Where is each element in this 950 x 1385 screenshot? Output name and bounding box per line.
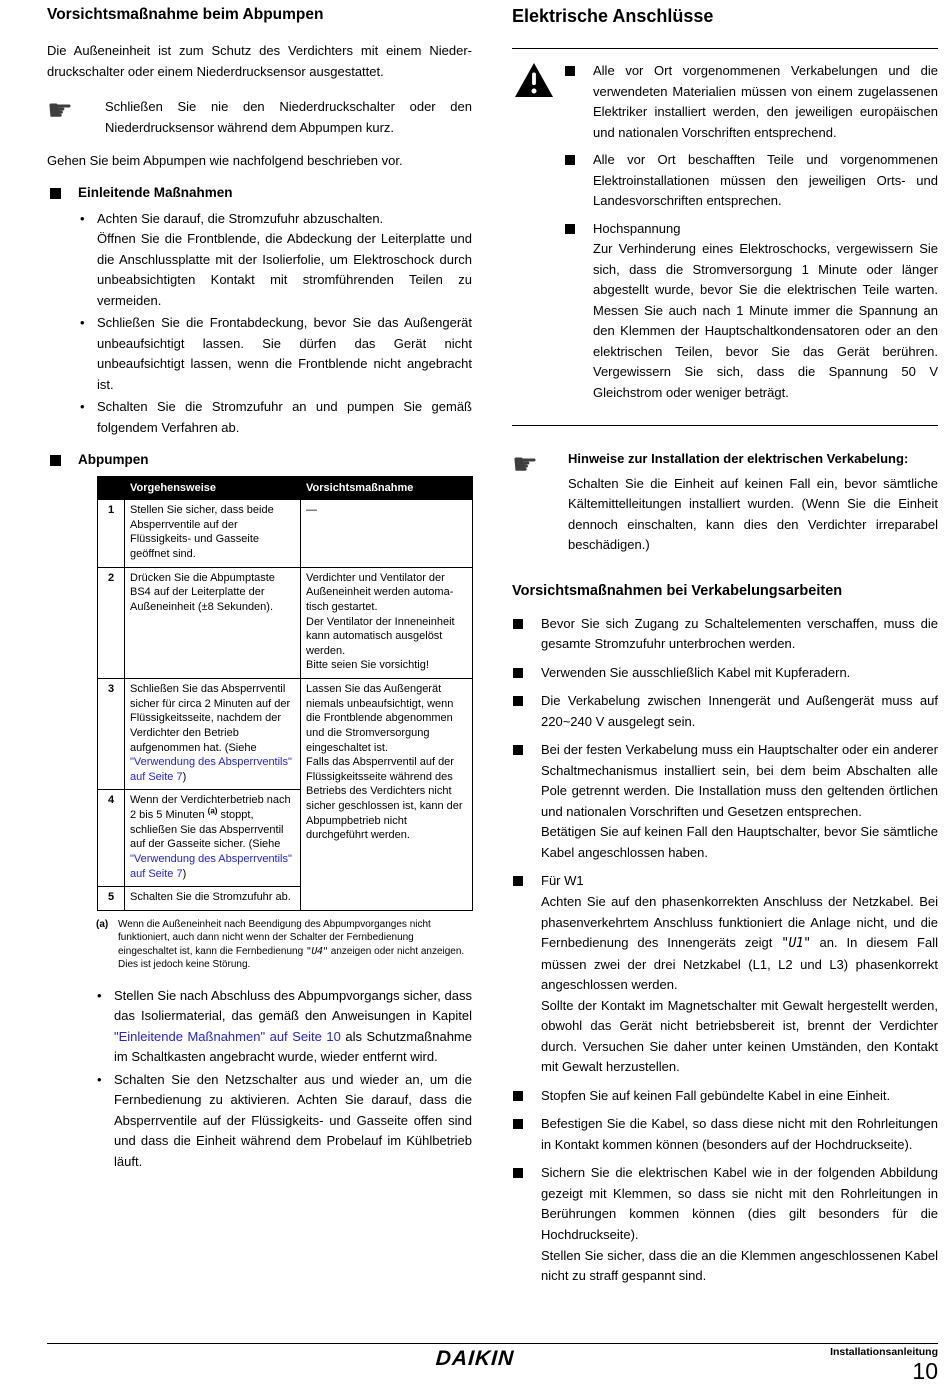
pumpdown-procedure-table	[97, 476, 473, 911]
bullet-text: Öffnen Sie die Frontblende, die Abdeckung der Leiterplatte und die Anschlussplatte mit der Isolierfolie, um Elektroschock durch unbeabsichtigten Kontakt mit stromführenden Teilen zu vermeiden.	[97, 231, 472, 308]
link-verwendung-des-absperrventils[interactable]: "Verwendung des Absperrventils" auf Seite 7	[130, 852, 292, 880]
step-number: 2	[98, 567, 125, 678]
wiring-text: Stopfen Sie auf keinen Fall gebündelte Kabel in eine Einheit.	[541, 1087, 891, 1103]
square-bullet-icon	[513, 1119, 523, 1129]
bullet-text: Schalten Sie den Netzschalter aus und wieder an, um die Fernbedienung zu aktivieren. Achten Sie darauf, dass die Absperrventile auf der Flüssigkeits- und Gasseite offen sind und dass die Einheit während dem Probelauf im Kühlbetrieb läuft.	[114, 1071, 472, 1169]
square-bullet-icon	[513, 745, 523, 755]
heading-abpumpen: Vorsichtsmaßnahme beim Abpumpen	[47, 6, 324, 23]
wiring-item	[512, 614, 938, 655]
remote-display-code: "U1"	[781, 936, 811, 952]
footnote-text: Wenn die Außeneinheit nach Beendigung des Abpumpvorganges nicht funktioniert, auch dann nicht wenn der Schalter der Fernbedienung eingeschaltet ist, kann die Fernbedienung "U4" anzeigen oder nicht anzeigen. Dies ist jedoch keine Störung.	[118, 918, 465, 971]
precaution-cell-merged: Lassen Sie das Außengerät niemals unbeaufsichtigt, wenn die Frontblende abgenommen und die Stromversorgung eingeschaltet ist. Falls das Absperrventil auf der Flüssigkeitsseite während des Betriebs des Verdichters nicht sicher geschlossen ist, kann der Abpumpbetrieb nicht durchgeführt werden.	[301, 679, 473, 911]
header-cell-procedure: Vorgehensweise	[125, 476, 301, 500]
preliminary-bullet-list	[47, 209, 472, 439]
warning-text: Zur Verhinderung eines Elektroschocks, vergewissern Sie sich, dass die Stromversorgung 1 Minute oder länger abgestellt wurde, bevor Sie die elektrischen Teile warten. Messen Sie auch nach 1 Minute immer die Spannung an den Klemmen der Hauptschaltkondensatoren oder an den elektrischen Teilen, bevor Sie das Gerät berühren. Vergewissern Sie sich, dass die Spannung 50 V Gleichstrom oder weniger beträgt.	[593, 241, 938, 400]
warning-item-label: Hochspannung	[593, 220, 681, 236]
remote-display-code: "U4"	[305, 945, 328, 957]
subsection-einleitende-massnahmen	[47, 185, 472, 200]
note-text: Schalten Sie die Einheit auf keinen Fall ein, bevor sämtliche Kältemittelleitungen installiert wurden. (Wenn Sie die Einheit dennoch einschalten, kann dies den Verdichter irreparabel beschädigen.)	[568, 475, 938, 553]
square-bullet-icon	[565, 155, 575, 165]
header-cell-precaution: Vorsichtsmaßnahme	[301, 476, 473, 500]
footnote-ref: (a)	[207, 806, 218, 816]
bullet-text: Schalten Sie die Stromzufuhr an und pumpen Sie gemäß folgendem Verfahren ab.	[97, 399, 472, 435]
precaution-cell: —	[301, 500, 473, 568]
warning-item	[565, 219, 938, 404]
list-item	[47, 986, 472, 1068]
subsection-label: Abpumpen	[78, 451, 149, 467]
bullet-icon: •	[97, 1071, 102, 1087]
note-text: Schließen Sie nie den Niederdruckschalter oder den Niederdrucksensor während dem Abpumpen kurz.	[105, 99, 472, 135]
square-bullet-icon	[50, 455, 61, 466]
wiring-item	[512, 1114, 938, 1155]
square-bullet-icon	[513, 696, 523, 706]
right-column	[512, 6, 938, 1295]
procedure-cell: Stellen Sie sicher, dass beide Absperrventile auf der Flüssigkeits- und Gasseite geöffnet sind.	[125, 500, 301, 568]
step-number: 4	[98, 790, 125, 887]
bullet-text: Achten Sie darauf, die Stromzufuhr abzuschalten.	[97, 210, 384, 226]
footer-divider	[47, 1343, 938, 1344]
list-item	[47, 313, 472, 395]
procedure-cell: Schließen Sie das Absperrventil sicher für circa 2 Minuten auf der Flüssigkeitsseite, nachdem der Verdichter den Betrieb aufgenommen hat. (Siehe "Verwendung des Absperrventils" auf Seite 7)	[125, 679, 301, 790]
warning-triangle-icon	[514, 62, 554, 98]
wiring-item	[512, 1163, 938, 1286]
wiring-item	[512, 740, 938, 863]
wiring-text: Stellen Sie sicher, dass die an die Klemmen angeschlossenen Kabel nicht zu straff gespannt sind.	[541, 1247, 938, 1284]
warning-text: Alle vor Ort vorgenommenen Verkabelungen und die verwendeten Materialien müssen von einem zugelassenen Elektriker installiert werden, den jeweiligen europäischen und nationalen Vorschriften entsprechend.	[593, 63, 938, 140]
wiring-text: Betätigen Sie auf keinen Fall den Hauptschalter, bevor Sie sämtliche Kabel angeschlossen haben.	[541, 824, 938, 860]
square-bullet-icon	[565, 224, 575, 234]
wiring-text: Die Verkabelung zwischen Innengerät und Außengerät muss auf 220~240 V ausgelegt sein.	[541, 693, 938, 729]
wiring-item-list	[512, 614, 938, 1287]
bullet-icon: •	[80, 210, 85, 226]
wiring-item-label: Für W1	[541, 873, 584, 889]
footnote-a	[96, 918, 472, 972]
procedure-cell: Wenn der Verdichterbetrieb nach 2 bis 5 Minuten $^{(a)}$ stoppt, schließen Sie das Absperrventil auf der Gasseite sicher. (Siehe "Verwendung des Absperrventils" auf Seite 7)	[125, 790, 301, 887]
intro-paragraph: Die Außeneinheit ist zum Schutz des Verdichters mit einem Niederdruckschalter oder einem Niederdrucksensor ausgestattet.	[47, 43, 472, 79]
bullet-text: Stellen Sie nach Abschluss des Abpumpvorgangs sicher, dass das Isoliermaterial, das gemäß den Anweisungen in Kapitel "Einleitende Maßnahmen" auf Seite 10 als Schutzmaßnahme im Schaltkasten angebracht wurde, wieder entfernt wird.	[114, 987, 472, 1065]
step-number: 1	[98, 500, 125, 568]
square-bullet-icon	[513, 876, 523, 886]
daikin-logo: DAIKIN	[435, 1347, 516, 1370]
link-verwendung-des-absperrventils[interactable]: "Verwendung des Absperrventils" auf Seite 7	[130, 756, 292, 783]
bullet-icon: •	[80, 315, 85, 331]
wiring-item	[512, 871, 938, 1077]
wiring-item	[512, 1086, 938, 1107]
heading-verkabelungsarbeiten: Vorsichtsmaßnahmen bei Verkabelungsarbeiten	[512, 582, 843, 599]
wiring-text: Sollte der Kontakt im Magnetschalter mit Gewalt hergestellt werden, obwohl das Gerät nicht betriebsbereit ist, brennt der Verdichter durch. Versuchen Sie daher unter keinen Umständen, den Kontakt mit Gewalt herzustellen.	[541, 997, 938, 1075]
wiring-text: Befestigen Sie die Kabel, so dass diese nicht mit den Rohrleitungen in Kontakt kommen können (besonders auf der Hochdruckseite).	[541, 1116, 938, 1152]
post-table-bullet-list	[47, 986, 472, 1173]
wiring-item	[512, 691, 938, 732]
procedure-cell: Schalten Sie die Stromzufuhr ab.	[125, 887, 301, 911]
wiring-text: Achten Sie auf den phasenkorrekten Anschluss der Netzkabel. Bei phasenverkehrtem Anschluss funktioniert die Anlage nicht, und die Fernbedienung des Innengeräts zeigt "U1" an. In diesem Fall müssen zwei der drei Netzkabel (L1, L2 und L3) phasenkorrekt angeschlossen werden.	[541, 894, 938, 993]
wiring-text: Verwenden Sie ausschließlich Kabel mit Kupferadern.	[541, 664, 851, 680]
list-item	[47, 397, 472, 438]
square-bullet-icon	[565, 66, 575, 76]
step-number: 3	[98, 679, 125, 790]
square-bullet-icon	[50, 188, 61, 199]
wiring-text: Bei der festen Verkabelung muss ein Hauptschalter oder ein anderer Schaltmechanismus installiert sein, bei dem beim Abschalten alle Pole getrennt werden. Die Installation muss den geltenden örtlichen und nationalen Vorschriften und Gesetzen entsprechen.	[541, 742, 938, 819]
page-number: 10	[912, 1357, 938, 1384]
document-type-label: Installationsanleitung	[830, 1346, 938, 1358]
link-einleitende-massnahmen[interactable]: "Einleitende Maßnahmen" auf Seite 10	[114, 1028, 341, 1044]
table-header-row	[98, 476, 473, 500]
proceed-paragraph: Gehen Sie beim Abpumpen wie nachfolgend beschrieben vor.	[47, 153, 403, 169]
wiring-text: Bevor Sie sich Zugang zu Schaltelementen verschaffen, muss die gesamte Stromzufuhr unterbrochen werden.	[541, 615, 938, 652]
subsection-label: Einleitende Maßnahmen	[78, 184, 233, 200]
warning-item	[565, 61, 938, 143]
note-heading: Hinweise zur Installation der elektrischen Verkabelung:	[568, 450, 909, 466]
wiring-note-block	[512, 448, 938, 556]
table-row	[98, 500, 473, 568]
note-block	[47, 97, 472, 138]
header-cell-empty	[98, 476, 125, 500]
wiring-text: Sichern Sie die elektrischen Kabel wie in der folgenden Abbildung gezeigt mit Klemmen, so dass sie nicht mit den Rohrleitungen in Berührungen kommen können (dies gilt besonders für die Hochdruckseite).	[541, 1165, 938, 1242]
square-bullet-icon	[513, 668, 523, 678]
warning-item-list	[565, 61, 938, 404]
square-bullet-icon	[513, 1168, 523, 1178]
bullet-icon: •	[80, 399, 85, 415]
step-number: 5	[98, 887, 125, 911]
square-bullet-icon	[513, 619, 523, 629]
table-row	[98, 567, 473, 678]
footer-right-block	[830, 1346, 938, 1383]
warning-box	[512, 48, 938, 426]
list-item	[47, 1070, 472, 1173]
table-row	[98, 679, 473, 790]
precaution-cell: Verdichter und Ventilator der Außeneinheit werden automatisch gestartet. Der Ventilator der Inneneinheit kann automatisch ausgelöst werden. Bitte seien Sie vorsichtig!	[301, 567, 473, 678]
pointing-hand-icon: ☛	[47, 95, 73, 128]
list-item	[47, 209, 472, 312]
wiring-item	[512, 663, 938, 684]
bullet-text: Schließen Sie die Frontabdeckung, bevor Sie das Außengerät unbeaufsichtigt lassen. Sie dürfen das Gerät nicht unbeaufsichtigt lassen, wenn die Frontblende nicht angebracht ist.	[97, 315, 472, 392]
subsection-abpumpen	[47, 452, 472, 467]
left-column	[47, 6, 472, 1175]
warning-item	[565, 150, 938, 212]
procedure-cell: Drücken Sie die Abpumptaste BS4 auf der Leiterplatte der Außeneinheit (±8 Sekunden).	[125, 567, 301, 678]
warning-text: Alle vor Ort beschafften Teile und vorgenommenen Elektroinstallationen müssen den jeweiligen Orts- und Landesvorschriften entsprechen.	[593, 152, 938, 209]
heading-elektrische-anschluesse: Elektrische Anschlüsse	[512, 6, 714, 26]
bullet-icon: •	[97, 987, 102, 1003]
pointing-hand-icon: ☛	[512, 448, 538, 481]
square-bullet-icon	[513, 1091, 523, 1101]
footnote-marker: (a)	[96, 918, 109, 930]
